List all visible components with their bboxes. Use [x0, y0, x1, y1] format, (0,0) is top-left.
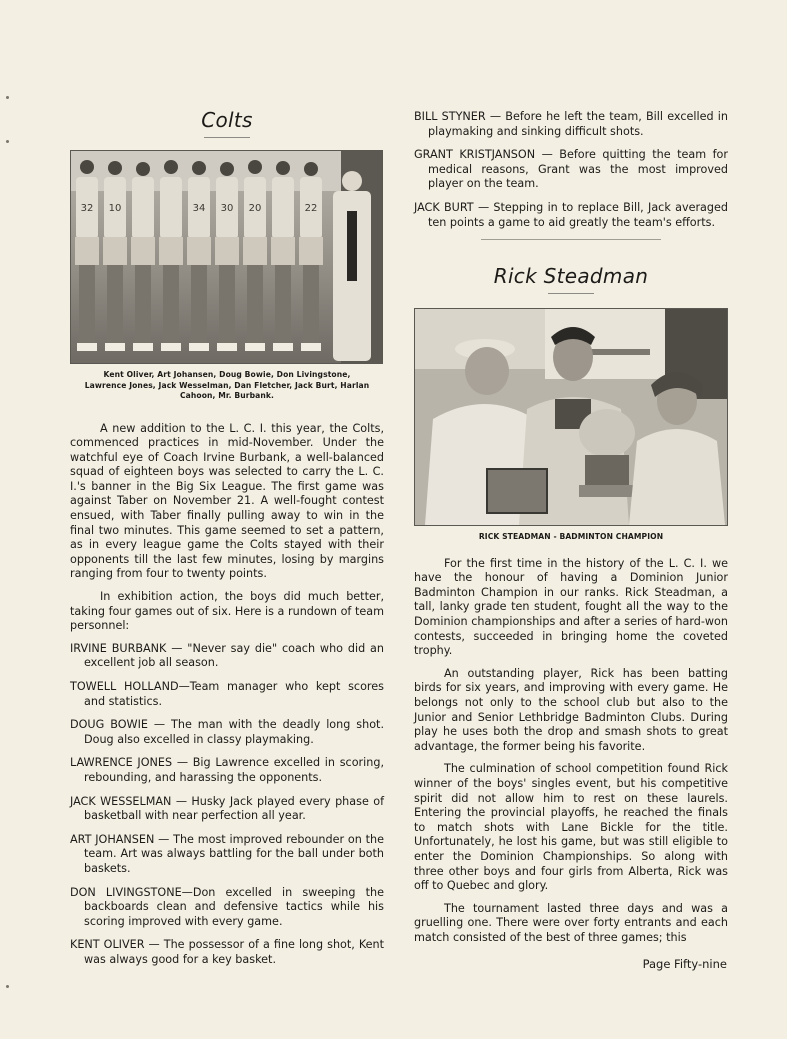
roster-description: — Husky Jack played every phase of basketball with near perfection all year. [84, 794, 385, 823]
player-shoes [77, 343, 97, 351]
roster-description: — The possessor of a fine long shot, Kent was always good for a key basket. [84, 938, 384, 966]
player-head [220, 162, 234, 176]
roster-description: —Team manager who kept scores and statistics. [84, 680, 384, 708]
player-shorts [75, 237, 99, 265]
roster-entry [70, 642, 384, 671]
section-divider [481, 239, 661, 240]
title-rule [548, 293, 594, 294]
player-shorts [215, 237, 239, 265]
roster-name: JACK WESSELMAN [70, 794, 172, 808]
jersey-number: 10 [108, 203, 122, 214]
player-shorts [187, 237, 211, 265]
roster-entry [70, 886, 384, 930]
roster-name: JACK BURT [414, 200, 474, 214]
player-shorts [243, 237, 267, 265]
player-head [304, 162, 318, 176]
roster-entry [70, 833, 384, 877]
roster-description: — "Never say die" coach who did an excellent job all season. [84, 641, 384, 670]
roster-description: —Don excelled in sweeping the backboards clean and defensive tactics while his scoring improved with every game. [84, 885, 385, 928]
colts-column [70, 108, 384, 977]
player-legs [247, 265, 263, 345]
roster-entry [70, 938, 384, 967]
player-head [108, 161, 122, 175]
page-mark [6, 140, 9, 143]
steadman-photo [414, 308, 728, 526]
player-shoes [161, 343, 181, 351]
steadman-title: Rick Steadman [493, 264, 649, 289]
player-legs [303, 265, 319, 345]
player-head [248, 160, 262, 174]
jersey-number: 34 [192, 203, 206, 214]
roster-description: — Before quitting the team for medical reasons, Grant was the most improved player on the team. [428, 148, 728, 191]
page-mark [6, 96, 9, 99]
right-column [414, 110, 728, 954]
steadman-paragraph: The tournament lasted three days and was a gruelling one. There were over forty entrants and each match consisted of the best of three games; this [414, 901, 728, 944]
player-shoes [301, 343, 321, 351]
title-rule [204, 137, 250, 138]
steadman-paragraph: For the first time in the history of the L. C. I. we have the honour of having a Dominion Junior Badminton Champion in our ranks. Rick Steadman, a tall, lanky grade ten student, fought all the way to the Dominion championships and after a series of hard-won contests, succeeded in bringing home the coveted trophy. [414, 556, 728, 658]
player-shoes [105, 343, 125, 351]
roster-name: ART JOHANSEN [70, 832, 155, 846]
roster-name: TOWELL HOLLAND [70, 680, 179, 693]
player-shoes [245, 343, 265, 351]
page-mark [6, 985, 9, 988]
roster-description: — Before he left the team, Bill excelled in playmaking and sinking difficult shots. [428, 110, 728, 138]
jersey-number: 30 [220, 203, 234, 214]
roster-name: LAWRENCE JONES [70, 756, 173, 770]
player-shoes [273, 343, 293, 351]
roster-description: — The man with the deadly long shot. Doug also excelled in classy playmaking. [84, 718, 384, 746]
jersey-number: 20 [248, 203, 262, 214]
player-shoes [189, 343, 209, 351]
roster-name: KENT OLIVER [70, 938, 145, 952]
roster-entry [414, 110, 728, 139]
roster-name: IRVINE BURBANK [70, 641, 167, 655]
roster-name: DON LIVINGSTONE [70, 885, 182, 899]
player-shorts [299, 237, 323, 265]
player-legs [191, 265, 207, 345]
player-head [164, 160, 178, 174]
colts-paragraph: A new addition to the L. C. I. this year, the Colts, commenced practices in mid-November. Under the watchful eye of Coach Irvine Burbank, a well-balanced squad of eighteen boys was selected to carry the L. C. I.'s banner in the Big Six League. The first game was against Taber on November 21. A well-fought contest ensued, with Taber finally pulling away to win in the final two minutes. This game seemed to set a pattern, as in every league game the Colts stayed with their opponents till the last few minutes, losing by margins ranging from four to twenty points. [70, 421, 384, 581]
roster-description: — Big Lawrence excelled in scoring, rebounding, and harassing the opponents. [84, 756, 384, 784]
player-shoes [133, 343, 153, 351]
team-photo-graphic [71, 151, 382, 363]
player-jersey [272, 177, 294, 239]
champion-photo-graphic [415, 309, 727, 525]
player-legs [107, 265, 123, 345]
roster-name: BILL STYNER [414, 110, 486, 123]
player-shorts [159, 237, 183, 265]
roster-entry [70, 795, 384, 824]
roster-entry [414, 201, 728, 230]
colts-team-photo [70, 150, 383, 364]
jersey-number: 32 [80, 203, 94, 214]
colts-photo-caption: Kent Oliver, Art Johansen, Doug Bowie, Don Livingstone, Lawrence Jones, Jack Wesselman, Dan Fletcher, Jack Burt, Harlan Cahoon, Mr. Burbank. [84, 370, 370, 400]
steadman-photo-caption: RICK STEADMAN - BADMINTON CHAMPION [478, 532, 664, 542]
player-head [80, 160, 94, 174]
roster-entry [414, 148, 728, 192]
player-shorts [131, 237, 155, 265]
steadman-paragraph: The culmination of school competition found Rick winner of the boys' singles event, but his competitive spirit did not allow him to rest on these laurels. Entering the provincial playoffs, he reached the finals to match shots with Lane Bickle for the title. Unfortunately, he lost his game, but was still eligible to enter the Dominion Championships. So along with three other boys and four girls from Alberta, Rick was off to Quebec and glory. [414, 762, 728, 893]
players-group [75, 160, 323, 351]
steadman-paragraph: An outstanding player, Rick has been batting birds for six years, and improving with every game. He belongs not only to the school club but also to the Junior and Senior Lethbridge Badminton Clubs. During play he uses both the drop and smash shots to great advantage, the former being his favorite. [414, 666, 728, 753]
player-jersey [132, 177, 154, 239]
player-legs [163, 265, 179, 345]
roster-description: — The most improved rebounder on the team. Art was always battling for the ball under both baskets. [84, 832, 384, 875]
player-legs [219, 265, 235, 345]
player-legs [275, 265, 291, 345]
roster-entry [70, 718, 384, 747]
player-shorts [271, 237, 295, 265]
roster-entry [70, 756, 384, 785]
player-shorts [103, 237, 127, 265]
roster-entry [70, 680, 384, 709]
player-head [276, 161, 290, 175]
player-head [136, 162, 150, 176]
player-head [192, 161, 206, 175]
player-jersey [160, 177, 182, 239]
colts-paragraph: In exhibition action, the boys did much better, taking four games out of six. Here is a rundown of team personnel: [70, 590, 384, 633]
roster-name: DOUG BOWIE [70, 718, 148, 732]
player-legs [135, 265, 151, 345]
jersey-number: 22 [304, 203, 318, 214]
page-number: Page Fifty-nine [642, 957, 727, 971]
player-shoes [217, 343, 237, 351]
roster-description: — Stepping in to replace Bill, Jack averaged ten points a game to aid greatly the team's efforts. [428, 200, 728, 229]
player-legs [79, 265, 95, 345]
roster-name: GRANT KRISTJANSON [414, 148, 536, 162]
colts-title: Colts [201, 108, 253, 132]
